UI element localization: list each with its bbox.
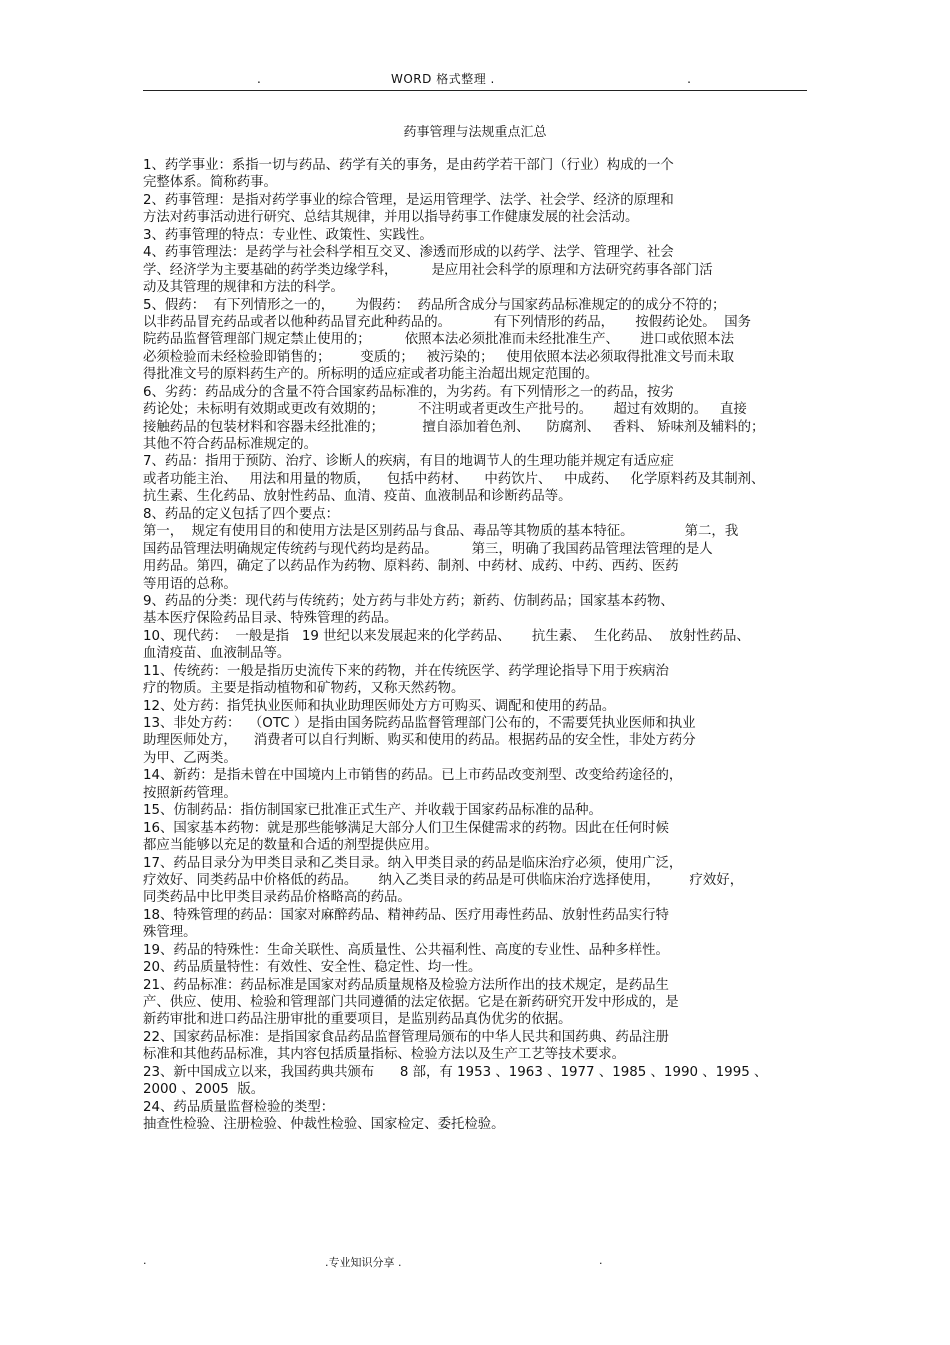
text-line: 3、药事管理的特点：专业性、政策性、实践性。 xyxy=(143,227,433,243)
text-line: 10、现代药： 一般是指 19 世纪以来发展起来的化学药品、 抗生素、 生化药品、 放射性药品、 xyxy=(143,628,750,644)
text-line: 7、药品：指用于预防、治疗、诊断人的疾病，有目的地调节人的生理功能并规定有适应症 xyxy=(143,454,674,470)
text-line: 2、药事管理：是指对药学事业的综合管理，是运用管理学、法学、社会学、经济的原理和 xyxy=(143,192,674,208)
text-line: 等用语的总称。 xyxy=(143,576,237,592)
text-line: 为甲、乙两类。 xyxy=(143,750,237,766)
text-line: 4、药事管理法：是药学与社会科学相互交叉、渗透而形成的以药学、法学、管理学、社会 xyxy=(143,245,674,261)
text-line: 24、药品质量监督检验的类型： xyxy=(143,1099,335,1115)
text-line: 23、新中国成立以来，我国药典共颁布 8 部，有 1953 、1963 、1977 、1985 、1990 、1995 、 xyxy=(143,1064,768,1080)
text-line: 22、国家药品标准：是指国家食品药品监督管理局颁布的中华人民共和国药典、药品注册 xyxy=(143,1029,669,1045)
text-line: 必须检验而未经检验即销售的； 变质的； 被污染的； 使用依照本法必须取得批准文号而未取 xyxy=(143,349,734,365)
text-line: 9、药品的分类：现代药与传统药；处方药与非处方药；新药、仿制药品；国家基本药物、 xyxy=(143,593,674,609)
text-line: 1、药学事业：系指一切与药品、药学有关的事务，是由药学若干部门（行业）构成的一个 xyxy=(143,158,674,173)
footer-left-mark: . xyxy=(143,1254,147,1267)
text-line: 2000 、2005 版。 xyxy=(143,1082,265,1098)
header-left-mark: . xyxy=(257,72,261,86)
text-line: 疗效好、同类药品中价格低的药品。 纳入乙类目录的药品是可供临床治疗选择使用， 疗效好， xyxy=(143,872,744,888)
text-line: 基本医疗保险药品目录、特殊管理的药品。 xyxy=(143,611,398,627)
text-line: 国药品管理法明确规定传统药与现代药均是药品。 第三，明确了我国药品管理法管理的是人 xyxy=(143,541,713,557)
footer-right-mark: . xyxy=(599,1254,603,1267)
text-line: 16、国家基本药物：就是那些能够满足大部分人们卫生保健需求的药物。因此在任何时候 xyxy=(143,820,669,836)
text-line: 15、仿制药品：指仿制国家已批准正式生产、并收载于国家药品标准的品种。 xyxy=(143,803,602,819)
text-line: 助理医师处方， 消费者可以自行判断、购买和使用的药品。根据药品的安全性，非处方药分 xyxy=(143,733,696,749)
text-line: 疗的物质。主要是指动植物和矿物药，又称天然药物。 xyxy=(143,681,465,697)
text-line: 按照新药管理。 xyxy=(143,785,237,801)
text-line: 17、药品目录分为甲类目录和乙类目录。纳入甲类目录的药品是临床治疗必须，使用广泛， xyxy=(143,855,683,871)
text-line: 血清疫苗、血液制品等。 xyxy=(143,646,291,662)
text-line: 都应当能够以充足的数量和合适的剂型提供应用。 xyxy=(143,838,438,854)
text-line: 殊管理。 xyxy=(143,925,197,941)
text-line: 学、经济学为主要基础的药学类边缘学科， 是应用社会科学的原理和方法研究药事各部门活 xyxy=(143,262,713,278)
text-line: 8、药品的定义包括了四个要点： xyxy=(143,506,339,522)
text-line: 13、非处方药： （OTC ）是指由国务院药品监督管理部门公布的，不需要凭执业医师和执业 xyxy=(143,716,696,731)
text-line: 动及其管理的规律和方法的科学。 xyxy=(143,280,344,296)
text-line: 抽查性检验、注册检验、仲裁性检验、国家检定、委托检验。 xyxy=(143,1117,505,1133)
document-body xyxy=(143,157,811,1134)
text-line: 得批准文号的原料药生产的。所标明的适应症或者功能主治超出规定范围的。 xyxy=(143,367,599,383)
footer-center-text: .专业知识分享 . xyxy=(325,1256,402,1269)
text-line: 以非药品冒充药品或者以他种药品冒充此种药品的。 有下列情形的药品， 按假药论处。 国务 xyxy=(143,314,751,330)
text-line: 第一， 规定有使用目的和使用方法是区别药品与食品、毒品等其物质的基本特征。 第二，我 xyxy=(143,524,739,540)
text-line: 新药审批和进口药品注册审批的重要项目，是监别药品真伪优劣的依据。 xyxy=(143,1012,572,1028)
page-header xyxy=(143,68,807,91)
text-line: 19、药品的特殊性：生命关联性、高质量性、公共福利性、高度的专业性、品种多样性。 xyxy=(143,942,669,958)
text-line: 或者功能主治、 用法和用量的物质， 包括中药材、 中药饮片、 中成药、 化学原料药及其制剂、 xyxy=(143,471,765,487)
text-line: 药论处；未标明有效期或更改有效期的； 不注明或者更改生产批号的。 超过有效期的。 直接 xyxy=(143,402,747,418)
text-line: 14、新药：是指未曾在中国境内上市销售的药品。已上市药品改变剂型、改变给药途径的， xyxy=(143,768,683,784)
text-line: 12、处方药：指凭执业医师和执业助理医师处方方可购买、调配和使用的药品。 xyxy=(143,698,616,714)
header-title: WORD 格式整理 . xyxy=(391,72,495,86)
text-line: 院药品监督管理部门规定禁止使用的； 依照本法必须批准而未经批准生产、 进口或依照本法 xyxy=(143,332,734,348)
text-line: 6、劣药：药品成分的含量不符合国家药品标准的，为劣药。有下列情形之一的药品，按劣 xyxy=(143,384,674,400)
text-line: 18、特殊管理的药品：国家对麻醉药品、精神药品、医疗用毒性药品、放射性药品实行特 xyxy=(143,907,669,923)
text-line: 20、药品质量特性：有效性、安全性、稳定性、均一性。 xyxy=(143,960,482,976)
text-line: 5、假药： 有下列情形之一的， 为假药： 药品所含成分与国家药品标准规定的的成分不符的； xyxy=(143,297,726,313)
text-line: 同类药品中比甲类目录药品价格略高的药品。 xyxy=(143,890,411,906)
text-line: 用药品。第四，确定了以药品作为药物、原料药、制剂、中药材、成药、中药、西药、医药 xyxy=(143,559,679,575)
text-line: 接触药品的包装材料和容器未经批准的； 擅自添加着色剂、 防腐剂、 香料、 矫味剂及辅料的； xyxy=(143,419,765,435)
text-line: 其他不符合药品标准规定的。 xyxy=(143,437,318,452)
text-line: 方法对药事活动进行研究、总结其规律，并用以指导药事工作健康发展的社会活动。 xyxy=(143,210,639,226)
text-line: 产、供应、使用、检验和管理部门共同遵循的法定依据。它是在新药研究开发中形成的，是 xyxy=(143,995,679,1010)
text-line: 抗生素、生化药品、放射性药品、血清、疫苗、血液制品和诊断药品等。 xyxy=(143,489,572,505)
header-right-mark: . xyxy=(687,72,691,86)
text-line: 完整体系。简称药事。 xyxy=(143,175,277,191)
document-title: 药事管理与法规重点汇总 xyxy=(403,125,547,140)
text-line: 21、药品标准：药品标准是国家对药品质量规格及检验方法所作出的技术规定，是药品生 xyxy=(143,977,669,993)
text-line: 标准和其他药品标准，其内容包括质量指标、检验方法以及生产工艺等技术要求。 xyxy=(143,1047,626,1063)
text-line: 11、传统药：一般是指历史流传下来的药物，并在传统医学、药学理论指导下用于疾病治 xyxy=(143,663,669,679)
